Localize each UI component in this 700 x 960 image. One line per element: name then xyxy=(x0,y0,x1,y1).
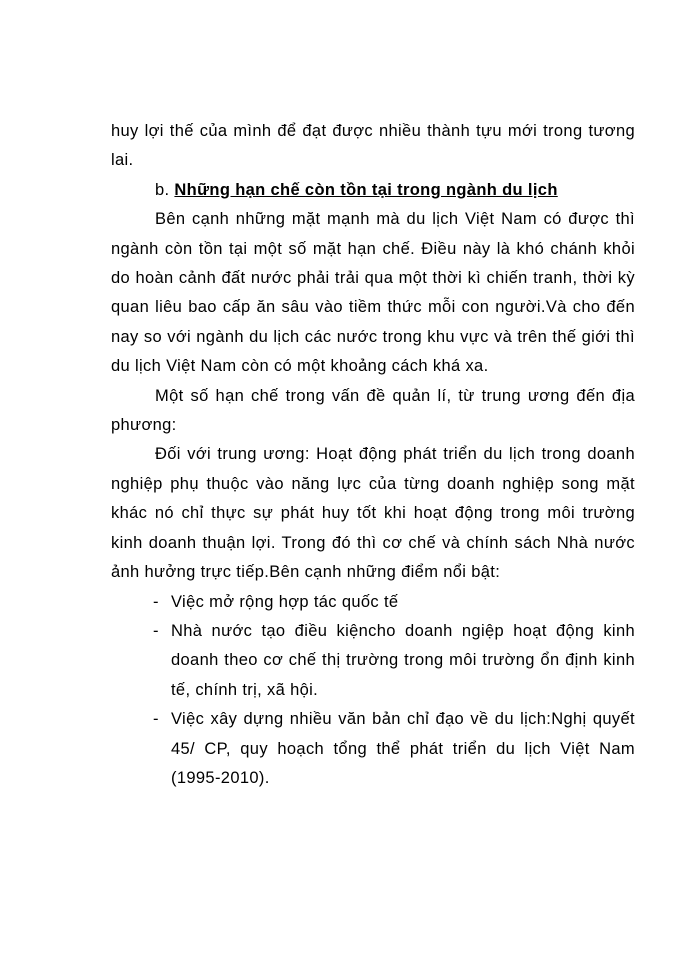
paragraph-management-limits: Một số hạn chế trong vấn đề quản lí, từ trung ương đến địa phương: xyxy=(111,386,635,435)
bullet-item xyxy=(111,705,635,793)
opening-paragraph: huy lợi thế của mình để đạt được nhiều thành tựu mới trong tương lai. xyxy=(111,122,635,170)
bullet-text: Việc xây dựng nhiều văn bản chỉ đạo về du lịch:Nghị quyết 45/ CP, quy hoạch tổng thể phát triển du lịch Việt Nam (1995-2010). xyxy=(171,710,635,787)
section-heading-title: Những hạn chế còn tồn tại trong ngành du lịch xyxy=(174,180,558,199)
bullet-text: Việc mở rộng hợp tác quốc tế xyxy=(171,592,399,611)
bullet-dash: - xyxy=(153,621,159,640)
bullet-dash: - xyxy=(153,710,159,729)
section-heading xyxy=(111,176,635,205)
document-page xyxy=(111,117,635,793)
bullet-dash: - xyxy=(153,592,159,611)
bullet-text: Nhà nước tạo điều kiệncho doanh ngiệp hoạt động kinh doanh theo cơ chế thị trường trong môi trường ổn định kinh tế, chính trị, xã hội. xyxy=(171,621,635,699)
bullet-list xyxy=(111,588,635,794)
section-heading-marker: b. xyxy=(155,180,175,199)
bullet-item xyxy=(111,588,635,617)
paragraph-central-government: Đối với trung ương: Hoạt động phát triển du lịch trong doanh nghiệp phụ thuộc vào năng lực của từng doanh nghiệp song mặt khác nó chỉ thực sự phát huy tốt khi hoạt động trong môi trường kinh doanh thuận lợi. Trong đó thì cơ chế và chính sách Nhà nước ảnh hưởng trực tiếp.Bên cạnh những điểm nổi bật: xyxy=(111,445,635,582)
paragraph-limitations-intro: Bên cạnh những mặt mạnh mà du lịch Việt Nam có được thì ngành còn tồn tại một số mặt hạn chế. Điều này là khó chánh khỏi do hoàn cảnh đất nước phải trải qua một thời kì chiến tranh, thời kỳ quan liêu bao cấp ăn sâu vào tiềm thức mỗi con người.Và cho đến nay so với ngành du lịch các nước trong khu vực và trên thế giới thì du lịch Việt Nam còn có một khoảng cách khá xa. xyxy=(111,210,635,376)
bullet-item xyxy=(111,617,635,705)
